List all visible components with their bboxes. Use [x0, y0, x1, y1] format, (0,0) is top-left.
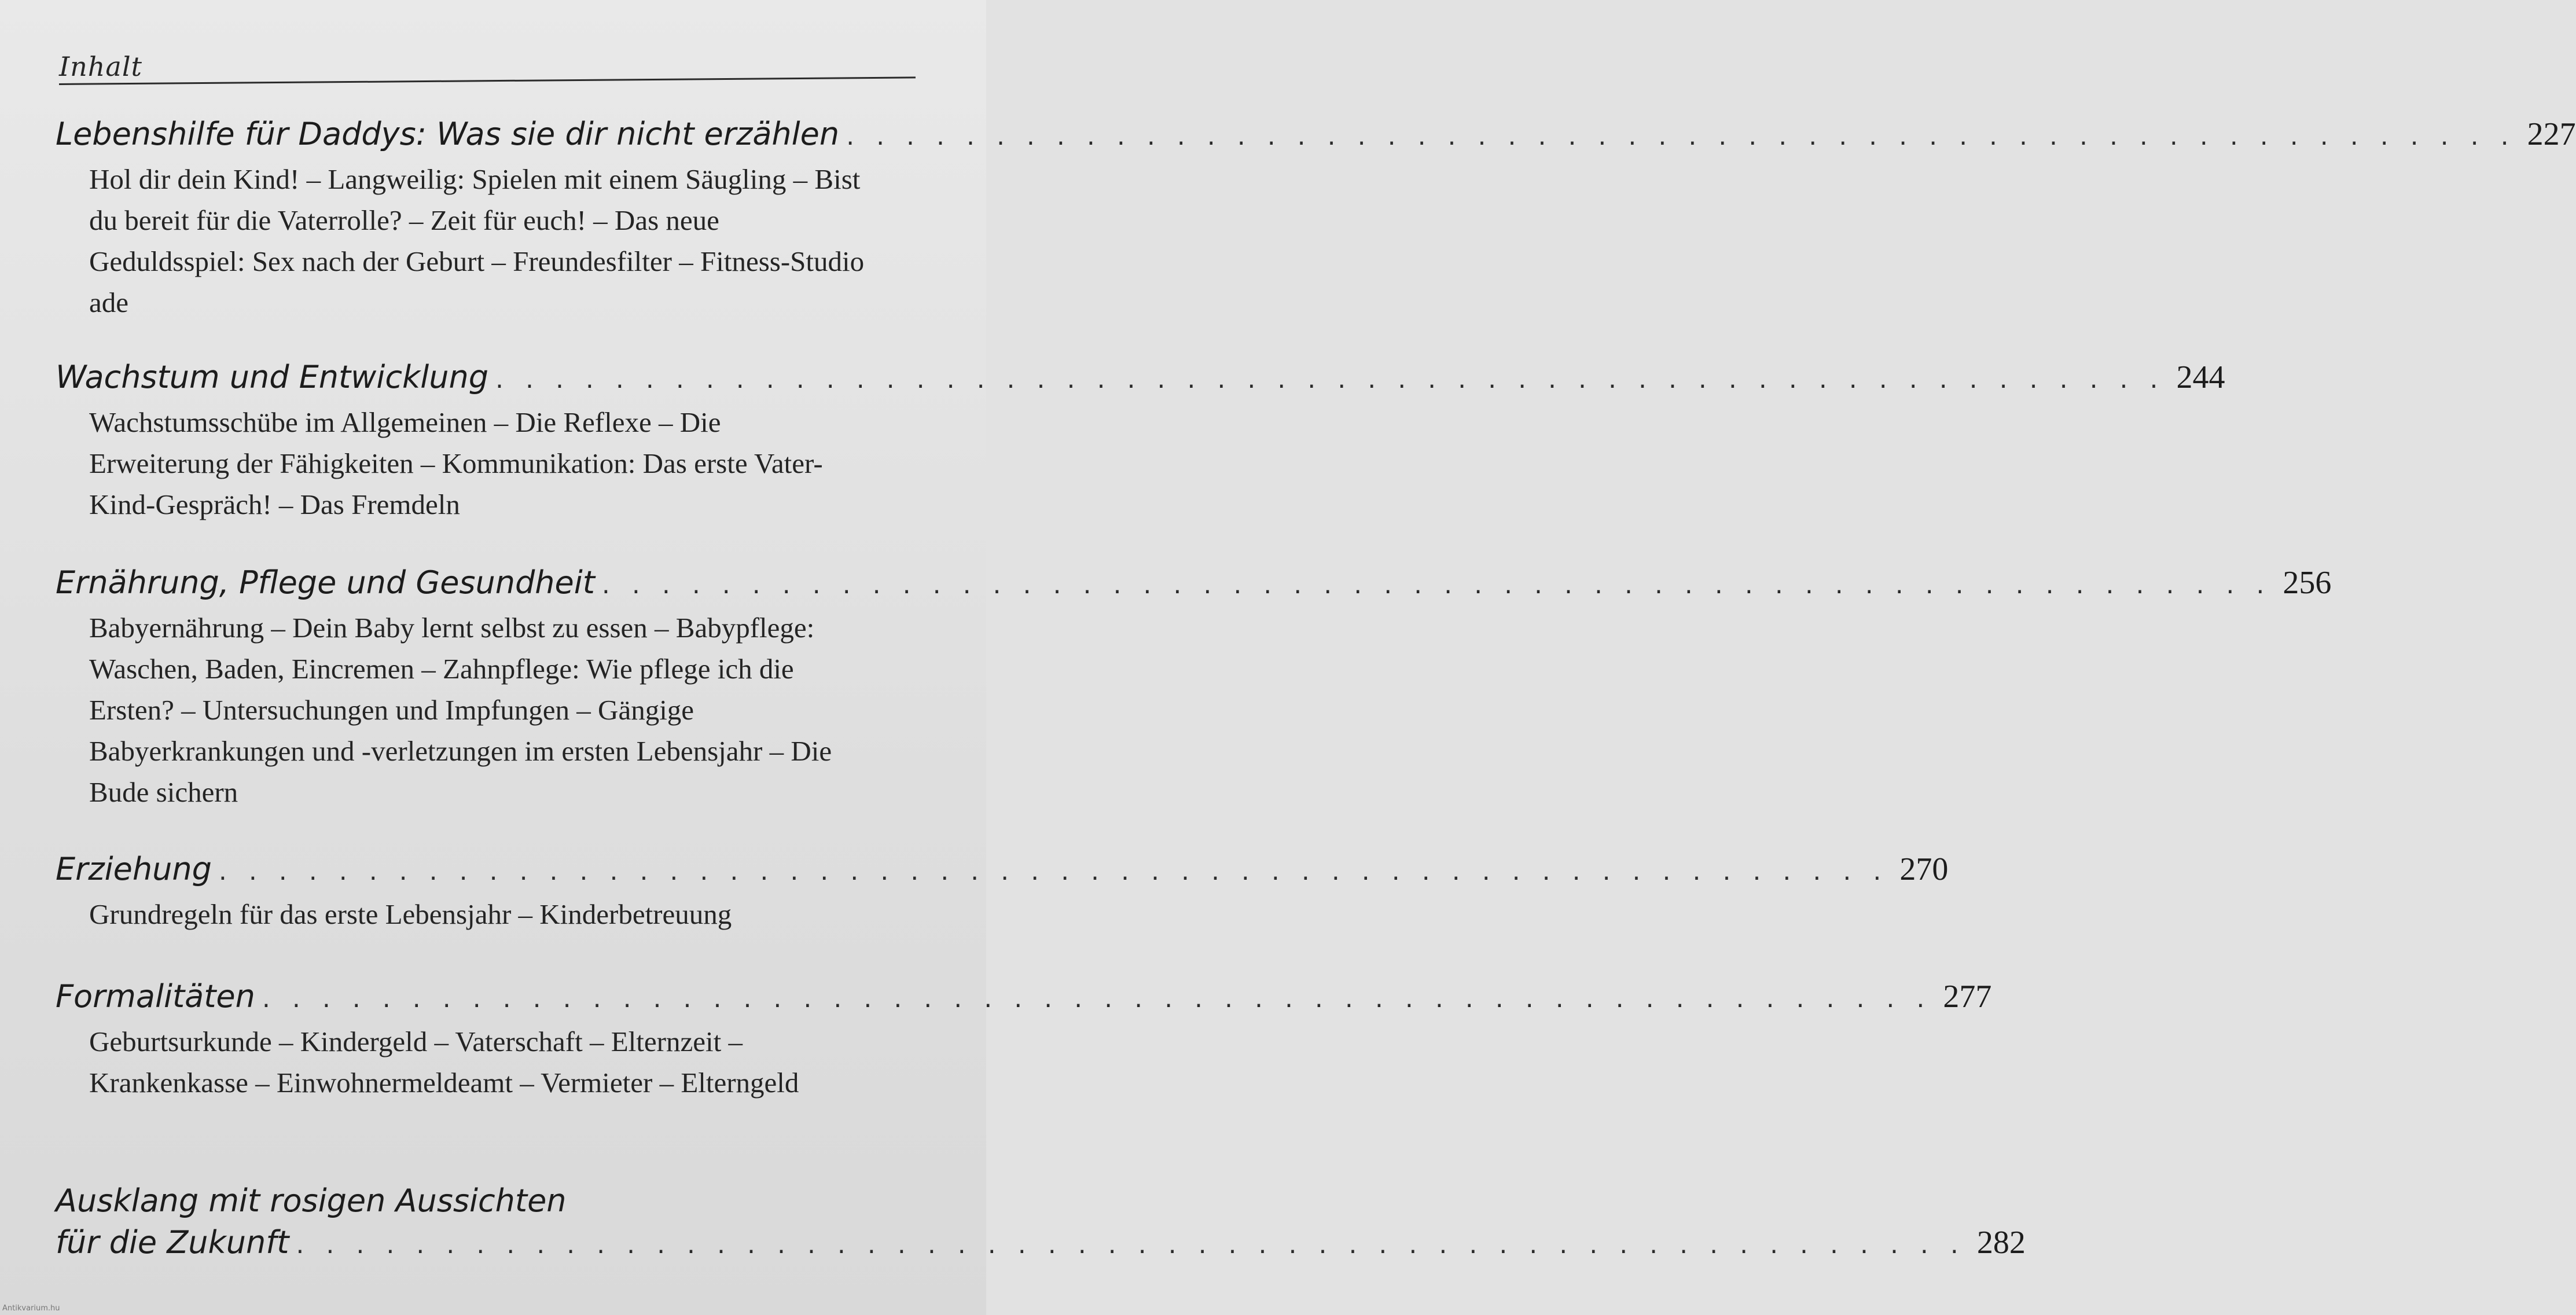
toc-entry-heading: [56, 978, 1992, 1015]
toc-entry-heading: [56, 851, 1949, 888]
toc-entry-heading: [56, 564, 2332, 601]
toc-entry-heading: [56, 116, 2576, 153]
toc-entry: [56, 359, 2225, 525]
toc-entry: [56, 851, 1949, 935]
toc-entry-description: Grundregeln für das erste Lebensjahr – Kinderbetreuung: [89, 898, 732, 930]
toc-entry-title: Lebenshilfe für Daddys: Was sie dir nicht erzählen: [56, 116, 840, 152]
toc-entry: [56, 564, 2332, 813]
toc-entry-description: Geburtsurkunde – Kindergeld – Vaterschaft – Elternzeit – Krankenkasse – Einwohnermeldeamt – Vermieter – Elterngeld: [89, 1026, 799, 1099]
toc-entry-title: Ausklang mit rosigen Aussichten: [56, 1182, 567, 1219]
watermark: Antikvarium.hu: [2, 1304, 60, 1313]
toc-entry-description: Hol dir dein Kind! – Langweilig: Spielen mit einem Säugling – Bist du bereit für die Vaterrolle? – Zeit für euch! – Das neue Geduldsspiel: Sex nach der Geburt – Freundesfilter – Fitness-Studio ade: [89, 163, 865, 318]
toc-entry-heading: [56, 359, 2225, 396]
toc-entry: [56, 1178, 2026, 1261]
dot-leader: . . . . . . . . . . . . . . . . . . . . . . . . . . . . . . . . . . . . . . . . . . . . . . . . . . . . . . . .: [218, 857, 1888, 886]
toc-page-number: 270: [1899, 851, 1949, 887]
running-head: Inhalt: [59, 51, 143, 82]
toc-entry-title: Erziehung: [56, 851, 212, 887]
header-rule: [59, 76, 916, 85]
toc-entry: [56, 978, 1992, 1103]
toc-entry-description: Wachstumsschübe im Allgemeinen – Die Reflexe – Die Erweiterung der Fähigkeiten – Kommunikation: Das erste Vater-Kind-Gespräch! – Das Fremdeln: [89, 406, 823, 520]
toc-page-number: 277: [1943, 979, 1992, 1015]
dot-leader: . . . . . . . . . . . . . . . . . . . . . . . . . . . . . . . . . . . . . . . . . . . . . . . . . . . . . . . .: [296, 1230, 1965, 1259]
dot-leader: . . . . . . . . . . . . . . . . . . . . . . . . . . . . . . . . . . . . . . . . . . . . . . . . . . . . . . . .: [601, 570, 2272, 600]
toc-entry-heading: [56, 1224, 2026, 1261]
toc-entry-title: Formalitäten: [56, 978, 255, 1015]
toc-entry-description: Babyernährung – Dein Baby lernt selbst zu essen – Babypflege: Waschen, Baden, Eincremen – Zahnpflege: Wie pflege ich die Ersten? – Untersuchungen und Impfungen – Gängige Babyerkrankungen und -verletzungen im ersten Lebensjahr – Die Bude sichern: [89, 612, 832, 808]
dot-leader: . . . . . . . . . . . . . . . . . . . . . . . . . . . . . . . . . . . . . . . . . . . . . . . . . . . . . . . .: [846, 122, 2516, 151]
toc-entry: [56, 116, 2576, 323]
toc-entry-title-continued: für die Zukunft: [56, 1224, 289, 1261]
toc-entry-title: Wachstum und Entwicklung: [56, 359, 489, 395]
toc-entry-title: Ernährung, Pflege und Gesundheit: [56, 564, 595, 601]
dot-leader: . . . . . . . . . . . . . . . . . . . . . . . . . . . . . . . . . . . . . . . . . . . . . . . . . . . . . . . .: [262, 984, 1932, 1013]
toc-page-number: 256: [2283, 565, 2332, 601]
toc-page-number: 227: [2527, 116, 2576, 152]
toc-page-number: 282: [1976, 1225, 2026, 1261]
dot-leader: . . . . . . . . . . . . . . . . . . . . . . . . . . . . . . . . . . . . . . . . . . . . . . . . . . . . . . . .: [495, 365, 2165, 394]
toc-page-number: 244: [2176, 359, 2225, 395]
